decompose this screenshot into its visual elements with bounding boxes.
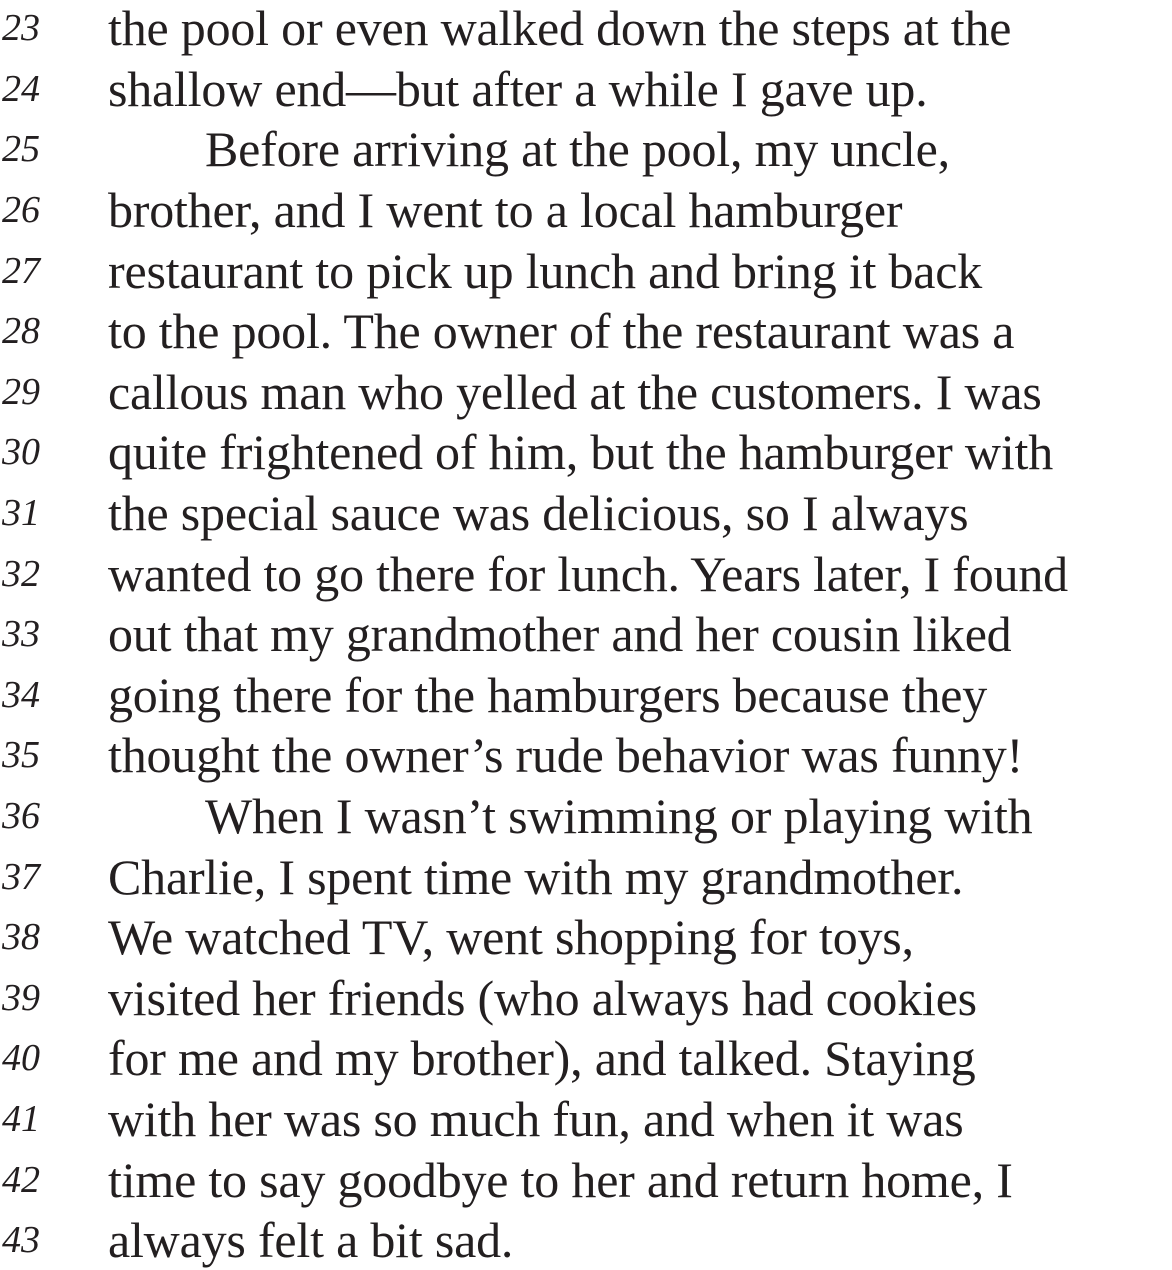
line-text: When I wasn’t swimming or playing with: [205, 788, 1033, 845]
line-text: the special sauce was delicious, so I always: [108, 485, 969, 542]
passage-line: [0, 180, 1172, 241]
passage-line: [0, 1089, 1172, 1150]
passage-line: [0, 240, 1172, 301]
line-number: 33: [2, 613, 40, 656]
passage-line: [0, 422, 1172, 483]
line-text: wanted to go there for lunch. Years later, I found: [108, 545, 1068, 602]
line-text: thought the owner’s rude behavior was funny!: [108, 727, 1024, 784]
passage-line: [0, 604, 1172, 665]
passage-line: [0, 786, 1172, 847]
passage-line: [0, 301, 1172, 362]
line-number: 34: [2, 673, 40, 716]
passage-line: [0, 1149, 1172, 1210]
line-number: 43: [2, 1219, 40, 1262]
line-number: 38: [2, 916, 40, 959]
line-text: shallow end—but after a while I gave up.: [108, 60, 928, 117]
line-number: 25: [2, 128, 40, 171]
line-number: 32: [2, 552, 40, 595]
line-number: 23: [2, 7, 40, 50]
passage-line: [0, 483, 1172, 544]
line-text: Charlie, I spent time with my grandmother.: [108, 848, 964, 905]
line-text: time to say goodbye to her and return home, I: [108, 1151, 1013, 1208]
line-number: 30: [2, 431, 40, 474]
passage-line: [0, 1210, 1172, 1270]
line-number: 35: [2, 734, 40, 777]
passage-line: [0, 0, 1172, 59]
line-text: callous man who yelled at the customers. I was: [108, 363, 1042, 420]
line-text: going there for the hamburgers because they: [108, 666, 988, 723]
line-number: 27: [2, 249, 40, 292]
passage-line: [0, 725, 1172, 786]
line-number: 29: [2, 370, 40, 413]
line-text: restaurant to pick up lunch and bring it back: [108, 242, 983, 299]
line-number: 40: [2, 1037, 40, 1080]
passage-line: [0, 59, 1172, 120]
line-number: 31: [2, 492, 40, 535]
line-text: visited her friends (who always had cookies: [108, 969, 977, 1026]
line-text: for me and my brother), and talked. Staying: [108, 1030, 976, 1087]
line-text: We watched TV, went shopping for toys,: [108, 909, 914, 966]
line-number: 42: [2, 1158, 40, 1201]
line-number: 26: [2, 189, 40, 232]
line-number: 39: [2, 976, 40, 1019]
line-text: out that my grandmother and her cousin liked: [108, 606, 1012, 663]
line-number: 37: [2, 855, 40, 898]
passage-line: [0, 119, 1172, 180]
line-text: Before arriving at the pool, my uncle,: [205, 121, 950, 178]
line-number: 36: [2, 795, 40, 838]
line-number: 41: [2, 1097, 40, 1140]
passage-line: [0, 968, 1172, 1029]
passage-line: [0, 846, 1172, 907]
line-number: 28: [2, 310, 40, 353]
line-number: 24: [2, 67, 40, 110]
passage-line: [0, 1028, 1172, 1089]
passage-line: [0, 665, 1172, 726]
line-text: quite frightened of him, but the hamburger with: [108, 424, 1054, 481]
line-text: with her was so much fun, and when it was: [108, 1090, 964, 1147]
line-text: the pool or even walked down the steps at the: [108, 0, 1012, 57]
passage-line: [0, 362, 1172, 423]
line-text: always felt a bit sad.: [108, 1212, 514, 1269]
line-text: to the pool. The owner of the restaurant was a: [108, 303, 1015, 360]
passage-line: [0, 543, 1172, 604]
passage-line: [0, 907, 1172, 968]
line-text: brother, and I went to a local hamburger: [108, 182, 903, 239]
